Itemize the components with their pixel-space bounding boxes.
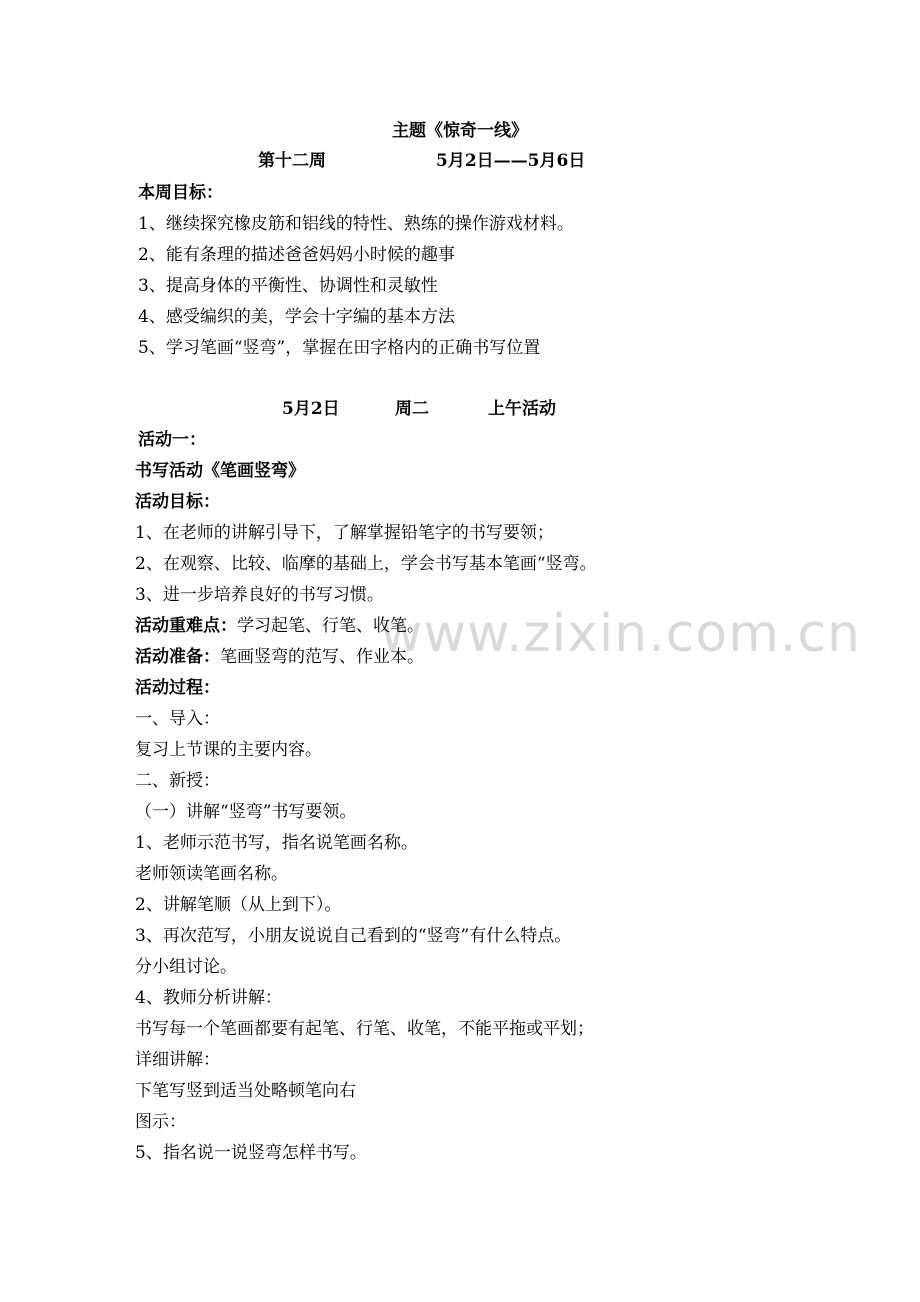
process-line: 老师领读笔画名称。 xyxy=(135,864,288,884)
watermark: www.zixin.com.cn xyxy=(380,604,861,664)
process-line: 二、新授： xyxy=(135,771,220,791)
activity-goals-heading: 活动目标： xyxy=(135,492,220,512)
process-line: （一）讲解“竖弯”书写要领。 xyxy=(135,802,357,822)
process-line: 详细讲解： xyxy=(135,1050,220,1070)
key-points-line xyxy=(135,616,424,636)
process-line: 1、老师示范书写，指名说笔画名称。 xyxy=(135,833,418,853)
day-session: 上午活动 xyxy=(488,399,556,419)
key-points-label: 活动重难点： xyxy=(135,616,237,636)
activity-goal-item: 3、进一步培养良好的书写习惯。 xyxy=(135,585,384,605)
weekly-goal-item: 2、能有条理的描述爸爸妈妈小时候的趣事 xyxy=(138,245,455,265)
process-line: 书写每一个笔画都要有起笔、行笔、收笔，不能平拖或平划； xyxy=(135,1019,594,1039)
key-points-text: 学习起笔、行笔、收笔。 xyxy=(237,616,424,636)
preparation-line xyxy=(135,647,424,667)
process-line: 图示： xyxy=(135,1112,186,1132)
activity-label: 活动一： xyxy=(138,430,206,450)
process-line: 复习上节课的主要内容。 xyxy=(135,740,322,760)
preparation-text: 笔画竖弯的范写、作业本。 xyxy=(220,647,424,667)
week-label: 第十二周 xyxy=(258,151,326,171)
process-line: 分小组讨论。 xyxy=(135,957,237,977)
weekly-goal-item: 3、提高身体的平衡性、协调性和灵敏性 xyxy=(138,276,438,296)
theme-title: 主题《惊奇一线》 xyxy=(392,121,528,141)
process-line: 一、导入： xyxy=(135,709,220,729)
day-weekday: 周二 xyxy=(395,399,429,419)
process-line: 4、教师分析讲解： xyxy=(135,988,282,1008)
process-heading: 活动过程： xyxy=(135,678,220,698)
weekly-goal-item: 5、学习笔画“竖弯”，掌握在田字格内的正确书写位置 xyxy=(138,338,541,358)
process-line: 下笔写竖到适当处略顿笔向右 xyxy=(135,1081,356,1101)
process-line: 5、指名说一说竖弯怎样书写。 xyxy=(135,1143,367,1163)
activity-title: 书写活动《笔画竖弯》 xyxy=(135,461,305,481)
activity-goal-item: 1、在老师的讲解引导下，了解掌握铅笔字的书写要领； xyxy=(135,523,554,543)
process-line: 2、讲解笔顺（从上到下）。 xyxy=(135,895,342,915)
weekly-goal-item: 1、继续探究橡皮筋和铝线的特性、熟练的操作游戏材料。 xyxy=(138,214,574,234)
preparation-label: 活动准备： xyxy=(135,647,220,667)
weekly-goal-item: 4、感受编织的美，学会十字编的基本方法 xyxy=(138,307,455,327)
activity-goal-item: 2、在观察、比较、临摩的基础上，学会书写基本笔画“竖弯。 xyxy=(135,554,597,574)
weekly-goals-heading: 本周目标： xyxy=(138,183,223,203)
date-range: 5月2日——5月6日 xyxy=(436,151,586,171)
process-line: 3、再次范写，小朋友说说自己看到的“竖弯”有什么特点。 xyxy=(135,926,572,946)
day-date: 5月2日 xyxy=(282,399,340,419)
